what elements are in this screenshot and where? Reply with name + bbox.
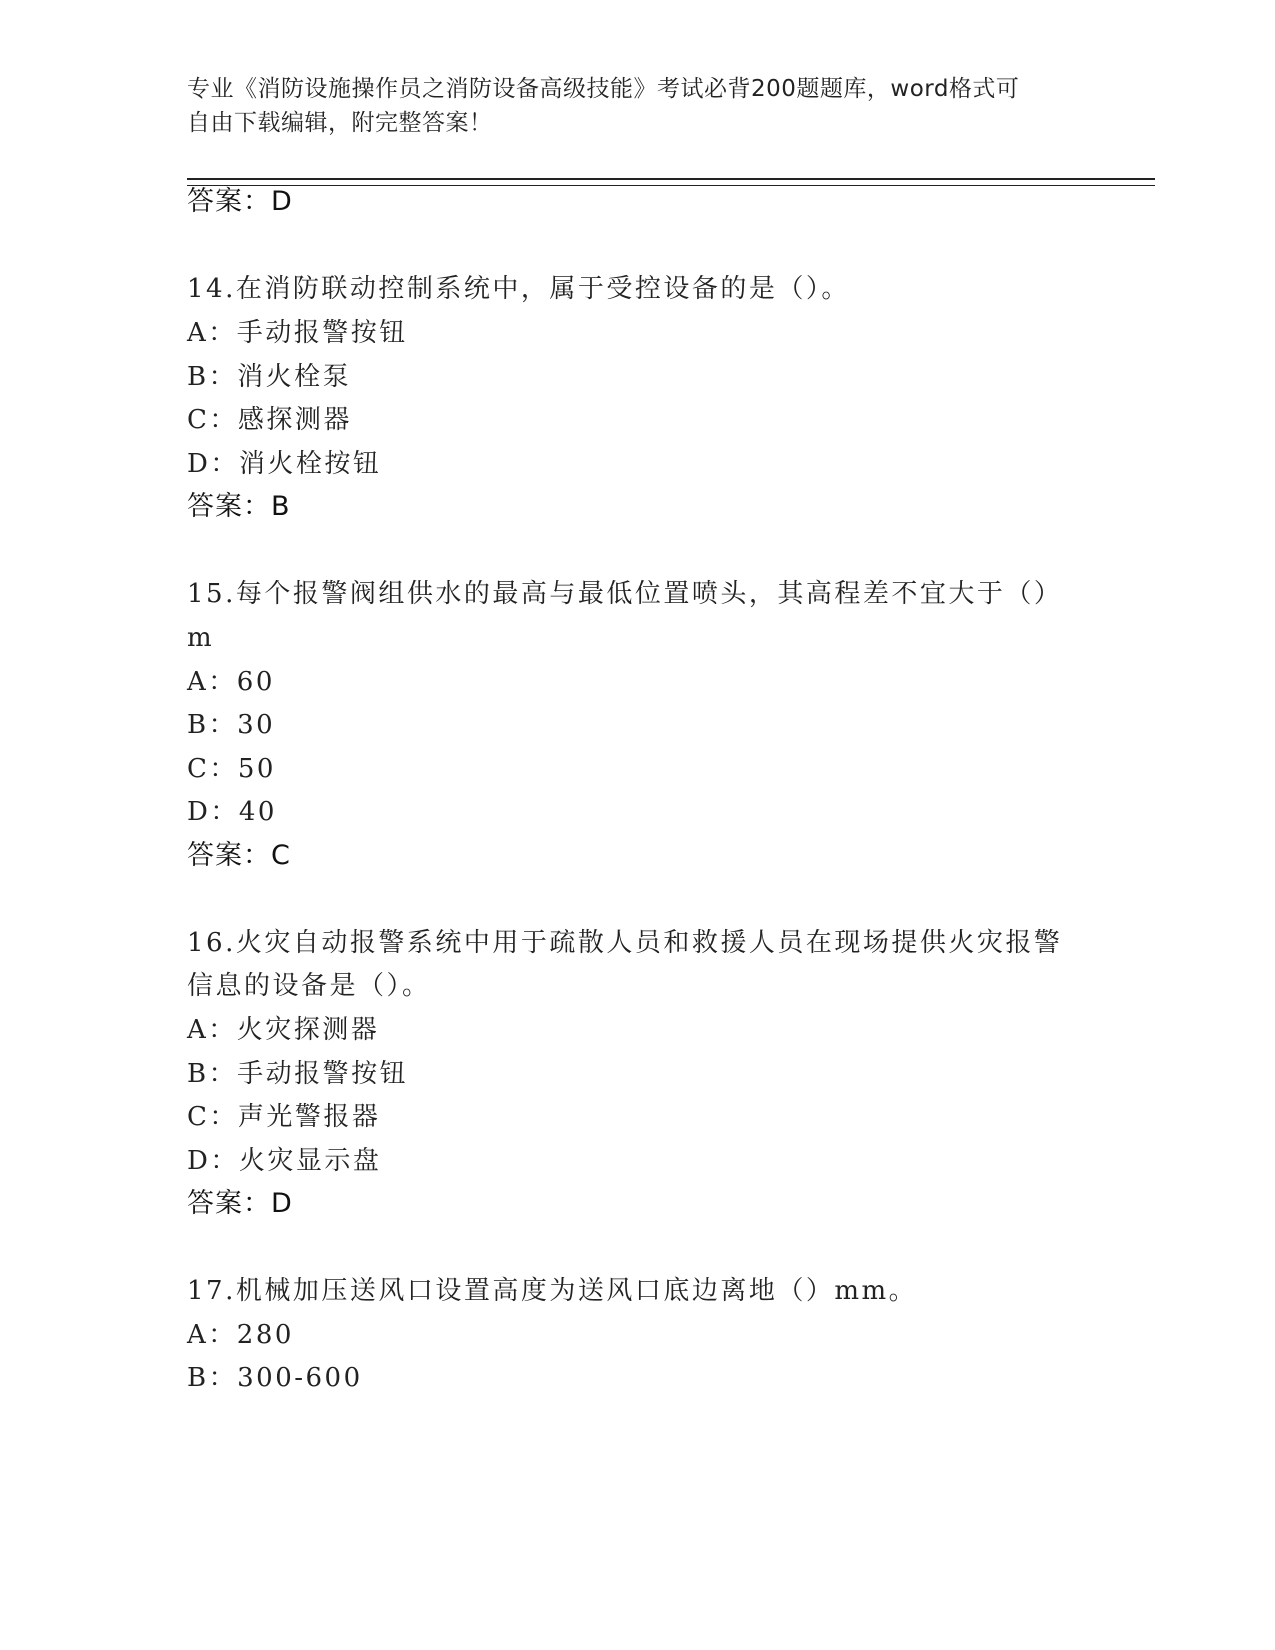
option-d: D：消火栓按钮 [187, 449, 382, 479]
option-d: D：火灾显示盘 [187, 1146, 382, 1176]
option-a: A：60 [187, 667, 275, 697]
previous-question-answer: 答案：D [187, 186, 293, 217]
option-b: B：消火栓泵 [187, 362, 352, 392]
option-b: B：30 [187, 710, 276, 740]
question-stem: 17.机械加压送风口设置高度为送风口底边离地（）mm。 [187, 1276, 918, 1306]
question-stem-continued: 信息的设备是（）。 [187, 971, 431, 1001]
question-stem: 15.每个报警阀组供水的最高与最低位置喷头，其高程差不宜大于（） [187, 579, 1063, 609]
answer-line: 答案：C [187, 840, 291, 871]
option-d: D：40 [187, 797, 277, 827]
option-a: A：火灾探测器 [187, 1015, 380, 1045]
question-stem: 16.火灾自动报警系统中用于疏散人员和救援人员在现场提供火灾报警 [187, 928, 1063, 958]
header-title-line-2: 自由下载编辑，附完整答案！ [187, 110, 493, 136]
question-stem: 14.在消防联动控制系统中，属于受控设备的是（）。 [187, 274, 850, 304]
option-a: A：280 [187, 1320, 294, 1350]
option-c: C：感探测器 [187, 405, 352, 435]
option-a: A：手动报警按钮 [187, 318, 408, 348]
header-title-line-1: 专业《消防设施操作员之消防设备高级技能》考试必背200题题库，word格式可 [187, 76, 1020, 102]
option-c: C：声光警报器 [187, 1102, 381, 1132]
option-b: B：手动报警按钮 [187, 1059, 409, 1089]
option-c: C：50 [187, 754, 276, 784]
document-header [187, 72, 1077, 140]
answer-line: 答案：B [187, 491, 291, 522]
answer-line: 答案：D [187, 1188, 293, 1219]
option-b: B：300-600 [187, 1363, 363, 1393]
question-stem-continued: m [187, 623, 215, 653]
header-divider [187, 178, 1155, 186]
